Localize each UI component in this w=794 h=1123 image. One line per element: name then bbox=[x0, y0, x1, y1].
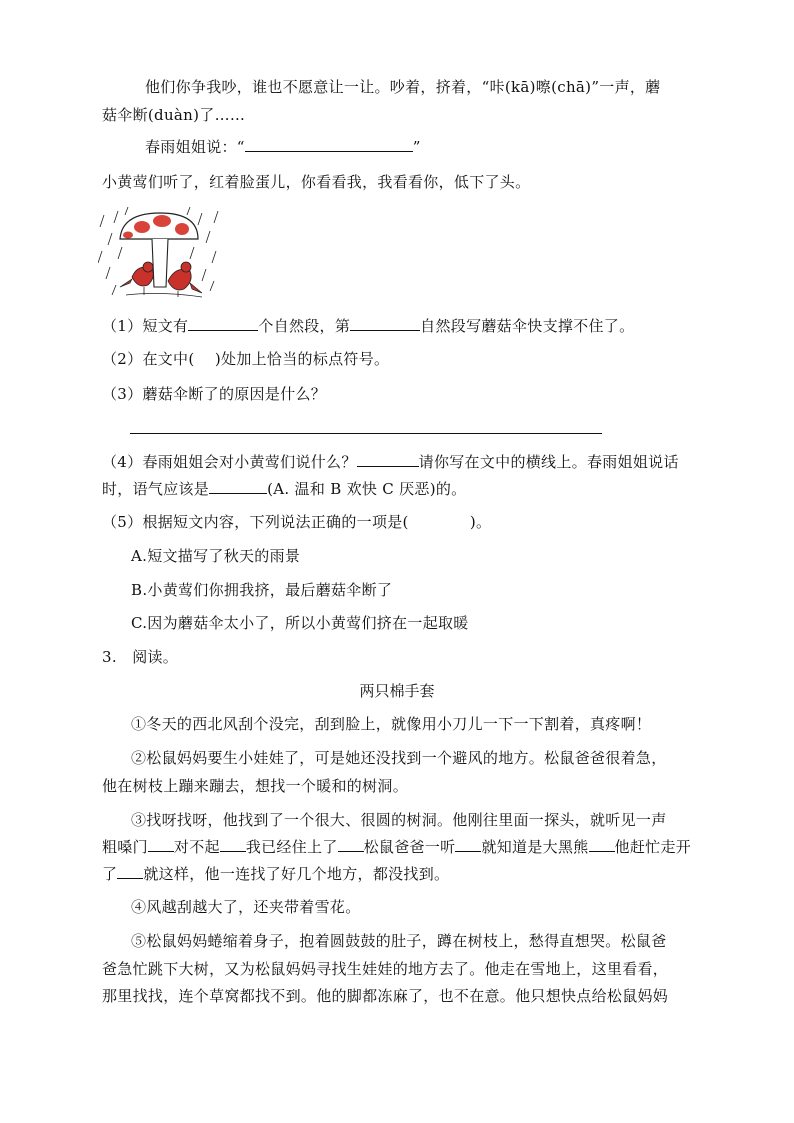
section-3-heading: 3. 阅读。 bbox=[102, 648, 179, 666]
question-1-text-a: （1）短文有 bbox=[102, 317, 189, 335]
ground-line bbox=[126, 293, 202, 297]
question-2: （2）在文中( )处加上恰当的标点符号。 bbox=[102, 350, 390, 368]
passage-paragraph-3-line-1: ③找呀找呀，他找到了一个很大、很圆的树洞。他刚往里面一探头，就听见一声 bbox=[131, 811, 667, 829]
question-4-blank-2[interactable] bbox=[209, 479, 267, 494]
dialogue-intro: 春雨姐姐说：“ bbox=[145, 138, 245, 156]
punctuation-blank[interactable] bbox=[117, 864, 143, 879]
option-a[interactable]: A.短文描写了秋天的雨景 bbox=[131, 547, 301, 565]
question-4-text-a: （4）春雨姐姐会对小黄莺们说什么？ bbox=[102, 453, 357, 471]
bird-right bbox=[168, 269, 191, 290]
story-paragraph-2 bbox=[145, 137, 421, 157]
cap-spot bbox=[123, 232, 133, 239]
text-segment: 了 bbox=[102, 865, 118, 883]
passage-paragraph-4: ④风越刮越大了，还夹带着雪花。 bbox=[131, 898, 361, 916]
text-segment: 对不起 bbox=[173, 838, 220, 856]
question-4-blank-1[interactable] bbox=[357, 452, 419, 467]
question-3: （3）蘑菇伞断了的原因是什么？ bbox=[102, 385, 327, 403]
text-segment: 他赶忙走开 bbox=[614, 838, 692, 856]
mushroom-birds-illustration bbox=[98, 207, 222, 299]
question-1-text-b: 个自然段，第 bbox=[258, 317, 351, 335]
punctuation-blank[interactable] bbox=[220, 837, 246, 852]
question-4-text-d: (A. 温和 B 欢快 C 厌恶)的。 bbox=[267, 480, 467, 498]
passage-title: 两只棉手套 bbox=[359, 682, 435, 700]
option-b[interactable]: B.小黄莺们你拥我挤，最后蘑菇伞断了 bbox=[131, 581, 393, 599]
passage-paragraph-5-line-1: ⑤松鼠妈妈蜷缩着身子，抱着圆鼓鼓的肚子，蹲在树枝上，愁得直想哭。松鼠爸 bbox=[131, 932, 667, 950]
punctuation-blank[interactable] bbox=[148, 837, 174, 852]
question-1 bbox=[102, 316, 634, 336]
passage-paragraph-3-line-3 bbox=[102, 864, 449, 884]
question-1-blank-1[interactable] bbox=[188, 316, 258, 331]
passage-paragraph-1: ①冬天的西北风刮个没完，刮到脸上，就像用小刀儿一下一下割着，真疼啊！ bbox=[131, 715, 652, 733]
cap-spot bbox=[134, 221, 150, 233]
passage-paragraph-5-line-3: 那里找找，连个草窝都找不到。他的脚都冻麻了，也不在意。他只想快点给松鼠妈妈 bbox=[102, 987, 669, 1005]
passage-paragraph-2-line-2: 他在树枝上蹦来蹦去，想找一个暖和的树洞。 bbox=[102, 777, 409, 795]
question-1-text-c: 自然段写蘑菇伞快支撑不住了。 bbox=[420, 317, 635, 335]
text-segment: 我已经住上了 bbox=[245, 838, 338, 856]
question-4-text-c: 时，语气应该是 bbox=[102, 480, 210, 498]
punctuation-blank[interactable] bbox=[338, 837, 364, 852]
cap-spot bbox=[153, 215, 171, 227]
mushroom-stem bbox=[152, 239, 168, 287]
question-4-text-b: 请你写在文中的横线上。春雨姐姐说话 bbox=[418, 453, 679, 471]
punctuation-blank[interactable] bbox=[455, 837, 481, 852]
option-c[interactable]: C.因为蘑菇伞太小了，所以小黄莺们挤在一起取暖 bbox=[131, 614, 469, 632]
question-4-line-2 bbox=[102, 479, 466, 499]
story-paragraph-1-line-1: 他们你争我吵，谁也不愿意让一让。吵着，挤着，“咔(kā)嚓(chā)”一声，蘑 bbox=[145, 78, 661, 96]
story-paragraph-1-line-2: 菇伞断(duàn)了…… bbox=[102, 106, 246, 124]
text-segment: 松鼠爸爸一听 bbox=[363, 838, 456, 856]
question-3-answer-line[interactable] bbox=[130, 433, 602, 434]
text-segment: 粗嗓门 bbox=[102, 838, 148, 856]
passage-paragraph-2-line-1: ②松鼠妈妈要生小娃娃了，可是她还没找到一个避风的地方。松鼠爸爸很着急， bbox=[131, 749, 667, 767]
punctuation-blank[interactable] bbox=[589, 837, 615, 852]
question-1-blank-2[interactable] bbox=[350, 316, 420, 331]
question-4-line-1 bbox=[102, 452, 679, 472]
dialogue-blank[interactable] bbox=[245, 137, 413, 152]
dialogue-close: ” bbox=[412, 138, 421, 156]
passage-paragraph-3-line-2 bbox=[102, 837, 691, 857]
text-segment: 就知道是大黑熊 bbox=[481, 838, 589, 856]
story-paragraph-3: 小黄莺们听了，红着脸蛋儿，你看看我，我看看你，低下了头。 bbox=[102, 173, 531, 191]
text-segment: 就这样，他一连找了好几个地方，都没找到。 bbox=[143, 865, 450, 883]
question-5: （5）根据短文内容，下列说法正确的一项是( )。 bbox=[102, 513, 492, 531]
cap-spot bbox=[175, 223, 189, 235]
passage-paragraph-5-line-2: 爸急忙跳下大树，又为松鼠妈妈寻找生娃娃的地方去了。他走在雪地上，这里看看， bbox=[102, 960, 669, 978]
